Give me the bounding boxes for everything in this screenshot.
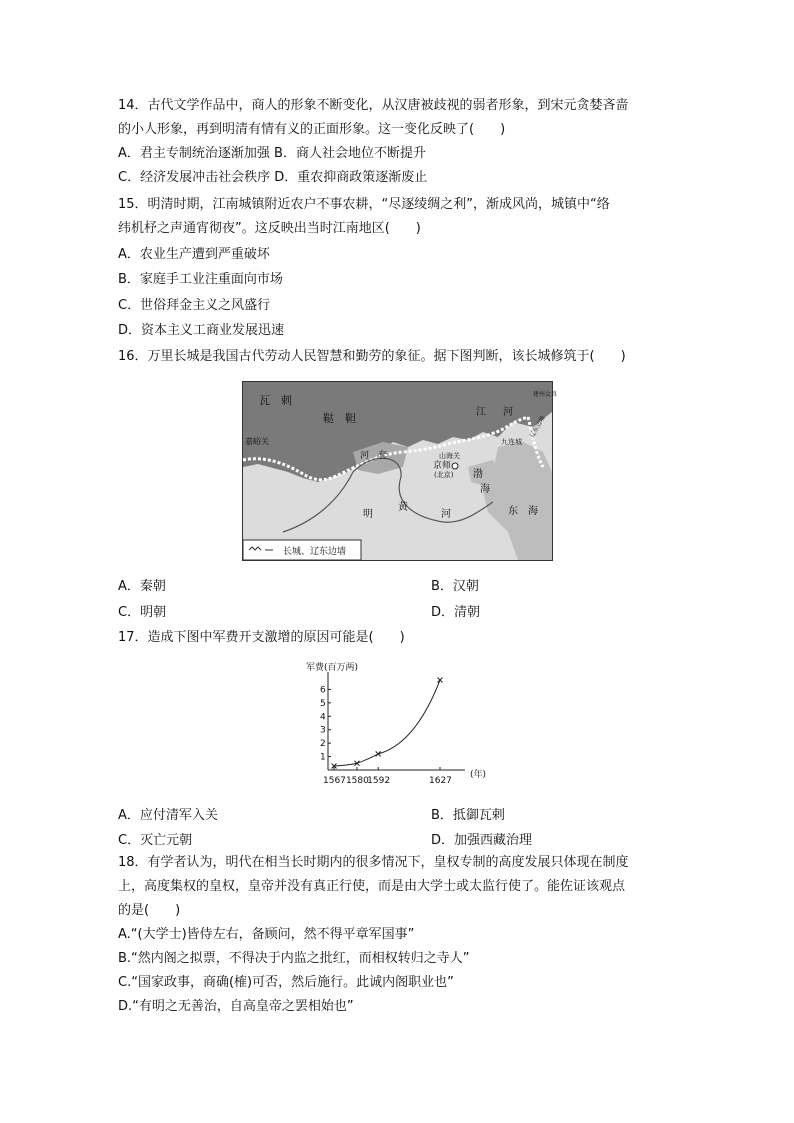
y-tick-label: 5 [320,698,326,709]
map-label-jianzhou: 建州女真 [533,391,558,398]
q14-stem-line2: 的小人形象，再到明清有情有义的正面形象。这一变化反映了( ) [118,122,506,137]
q16-stem: 16．万里长城是我国古代劳动人民智慧和勤劳的象征。据下图判断，该长城修筑于( ) [118,349,626,364]
q17-stem: 17．造成下图中军费开支激增的原因可能是( ) [118,630,405,645]
chart-xlabel: (年) [470,770,487,780]
map-label-liaodong: 辽东边墙 [528,414,547,440]
x-tick-label: 1627 [429,776,452,786]
q18-option-c[interactable]: C.“国家政事，商确(榷)可否，然后施行。此诚内阁职业也” [118,975,454,990]
great-wall-map [242,381,558,561]
map-label-he-river: 河 [441,509,451,520]
q15-option-c[interactable]: C．世俗拜金主义之风盛行 [118,298,271,313]
q15-stem-line2: 纬机杼之声通宵彻夜”。这反映出当时江南地区( ) [118,221,421,236]
x-tick-label: 1580 [345,776,369,786]
q14-stem-line1: 14．古代文学作品中，商人的形象不断变化，从汉唐被歧视的弱者形象，到宋元贪婪吝啬 [118,98,629,113]
map-label-jiayuguan: 嘉峪关 [245,437,269,446]
q15-stem-line1: 15．明清时期，江南城镇附近农户不事农耕，“尽逐绫绸之利”，渐成风尚，城镇中“络 [118,197,610,212]
data-point [438,678,443,683]
map-label-hetao: 河 套 [360,451,388,461]
map-label-he: 河 [503,407,513,418]
q16-option-b[interactable]: B．汉朝 [431,579,479,594]
y-tick-label: 4 [320,712,326,723]
q14-options-ab[interactable]: A．君主专制统治逐渐加强 B．商人社会地位不断提升 [118,146,426,161]
map-label-ming: 明 [363,509,373,520]
q18-option-a[interactable]: A.“(大学士)皆侍左右，备顾问，然不得平章军国事” [118,927,415,942]
y-tick-label: 2 [320,739,326,750]
map-label-jingshi: 京师 [433,461,452,471]
capital-marker [452,463,458,469]
map-label-huang: 黄 [398,502,408,513]
map-label-dong: 东 [508,506,518,517]
chart-ylabel: 军费(百万两) [306,663,359,673]
x-tick-label: 1567 [323,776,346,786]
map-label-dada: 鞑 靼 [323,412,356,425]
q17-option-d[interactable]: D．加强西藏治理 [431,833,533,848]
map-label-shanhaiguan: 山海关 [439,452,460,460]
q15-option-b[interactable]: B．家庭手工业注重面向市场 [118,272,283,287]
q17-option-c[interactable]: C．灭亡元朝 [118,833,193,848]
series-line [334,680,440,766]
y-tick-label: 1 [320,752,326,763]
q15-option-d[interactable]: D．资本主义工商业发展迅速 [118,323,285,338]
q17-option-b[interactable]: B．抵御瓦剌 [431,808,505,823]
x-tick-label: 1592 [367,776,391,786]
map-label-wala: 瓦 剌 [259,394,292,407]
map-label-jiulian: 九连城 [501,438,522,446]
map-label-beijing: (北京) [434,471,454,479]
map-legend-label: 长城、辽东边墙 [283,547,347,557]
q16-option-d[interactable]: D．清朝 [431,605,481,620]
question-15 [118,193,684,241]
q18-option-d[interactable]: D.“有明之无善治，自高皇帝之罢相始也” [118,999,354,1014]
military-expense-chart [300,658,500,798]
q18-stem-line2: 上，高度集权的皇权，皇帝并没有真正行使，而是由大学士或太监行使了。能佐证该观点 [118,879,626,894]
map-svg [243,382,558,560]
question-14 [118,94,684,190]
map-label-donghai: 海 [528,506,538,517]
question-18 [118,851,684,1019]
y-tick-label: 6 [320,685,326,696]
chart-svg [300,658,500,798]
map-label-jiang: 江 [476,407,486,418]
q15-option-a[interactable]: A．农业生产遭到严重破坏 [118,247,270,262]
q18-stem-line3: 的是( ) [118,903,181,918]
q14-options-cd[interactable]: C．经济发展冲击社会秩序 D．重农抑商政策逐渐废止 [118,170,428,185]
q16-option-c[interactable]: C．明朝 [118,605,167,620]
q17-option-a[interactable]: A．应付清军入关 [118,808,218,823]
y-tick-label: 3 [320,725,326,736]
map-label-bo: 渤 [473,469,483,480]
sea-region [483,442,552,560]
q16-option-a[interactable]: A．秦朝 [118,579,166,594]
q18-option-b[interactable]: B.“然内阁之拟票，不得决于内监之批红，而相权转归之寺人” [118,951,470,966]
map-label-hai: 海 [480,484,490,495]
q18-stem-line1: 18．有学者认为，明代在相当长时期内的很多情况下，皇权专制的高度发展只体现在制度 [118,855,629,870]
